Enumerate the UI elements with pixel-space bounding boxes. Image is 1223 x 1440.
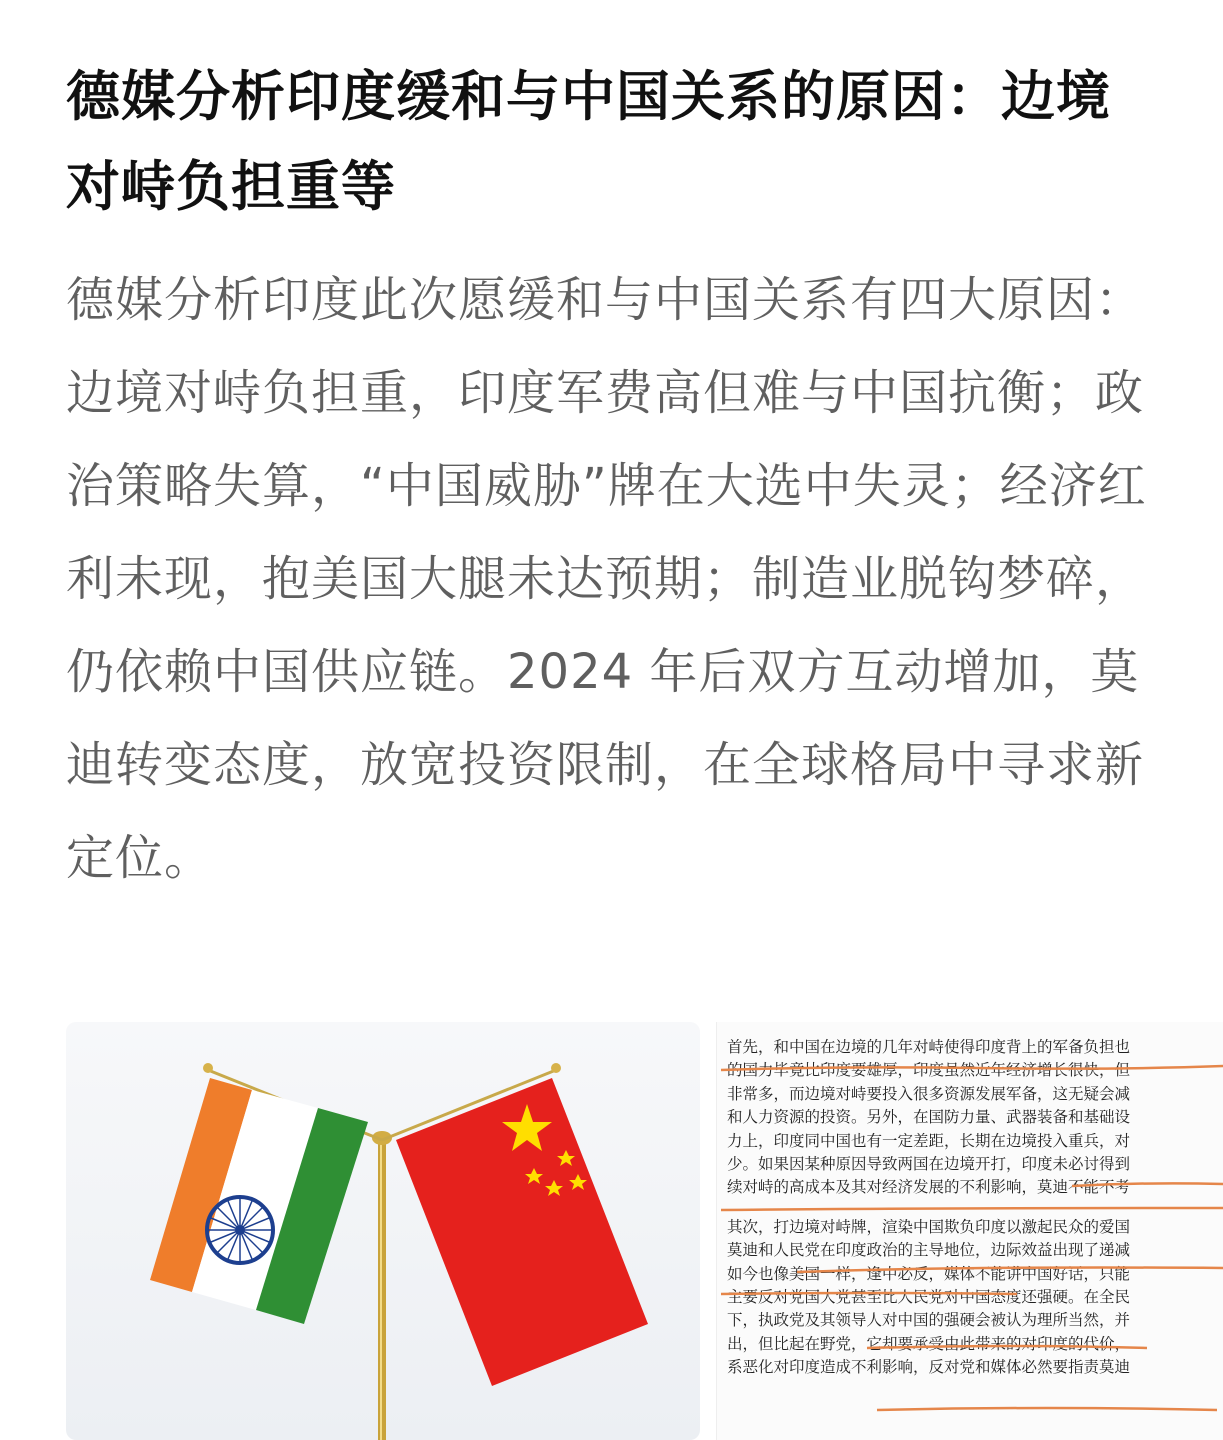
document-line: 下，执政党及其领导人对中国的强硬会被认为理所当然，并 bbox=[727, 1311, 1131, 1330]
document-line: 出，但比起在野党，它却要承受由此带来的对印度的代价， bbox=[727, 1334, 1131, 1353]
document-line: 力上，印度同中国也有一定差距，长期在边境投入重兵，对 bbox=[727, 1131, 1131, 1150]
document-line: 非常多，而边境对峙要投入很多资源发展军备，这无疑会减 bbox=[727, 1084, 1131, 1103]
document-excerpt-image[interactable] bbox=[716, 1022, 1223, 1440]
document-line: 和人力资源的投资。另外，在国防力量、武器装备和基础设 bbox=[727, 1108, 1131, 1127]
article-title: 德媒分析印度缓和与中国关系的原因：边境对峙负担重等 bbox=[66, 65, 1111, 218]
document-line: 其次，打边境对峙牌，渲染中国欺负印度以激起民众的爱国 bbox=[727, 1217, 1131, 1236]
document-line: 系恶化对印度造成不利影响，反对党和媒体必然要指责莫迪 bbox=[727, 1358, 1131, 1377]
document-line: 首先，和中国在边境的几年对峙使得印度背上的军备负担也 bbox=[727, 1038, 1131, 1056]
document-line: 如今也像美国一样，逢中必反，媒体不能讲中国好话，只能 bbox=[727, 1264, 1131, 1283]
image-gallery bbox=[66, 1022, 1223, 1440]
india-flag bbox=[150, 1078, 368, 1324]
paragraph-gap bbox=[727, 1200, 1223, 1216]
document-line: 少。如果因某种原因导致两国在边境开打，印度未必讨得到 bbox=[727, 1155, 1131, 1174]
document-line: 的国力毕竟比印度要雄厚，印度虽然近年经济增长很快，但 bbox=[727, 1061, 1131, 1080]
flags-illustration bbox=[66, 1022, 700, 1440]
china-flag bbox=[396, 1078, 648, 1386]
document-line: 续对峙的高成本及其对经济发展的不利影响，莫迪不能不考 bbox=[727, 1178, 1131, 1197]
article bbox=[66, 52, 1156, 905]
flags-image[interactable] bbox=[66, 1022, 700, 1440]
document-line: 莫迪和人民党在印度政治的主导地位，边际效益出现了递减 bbox=[727, 1241, 1131, 1260]
document-line: 主要反对党国大党甚至比人民党对中国态度还强硬。在全民 bbox=[727, 1288, 1131, 1307]
document-text bbox=[727, 1036, 1223, 1380]
article-body: 德媒分析印度此次愿缓和与中国关系有四大原因：边境对峙负担重，印度军费高但难与中国抗衡；政治策略失算，“中国威胁”牌在大选中失灵；经济红利未现，抱美国大腿未达预期；制造业脱钩梦碎，仍依赖中国供应链。2024 年后双方互动增加，莫迪转变态度，放宽投资限制，在全球格局中寻求新定位。 bbox=[66, 272, 1147, 886]
